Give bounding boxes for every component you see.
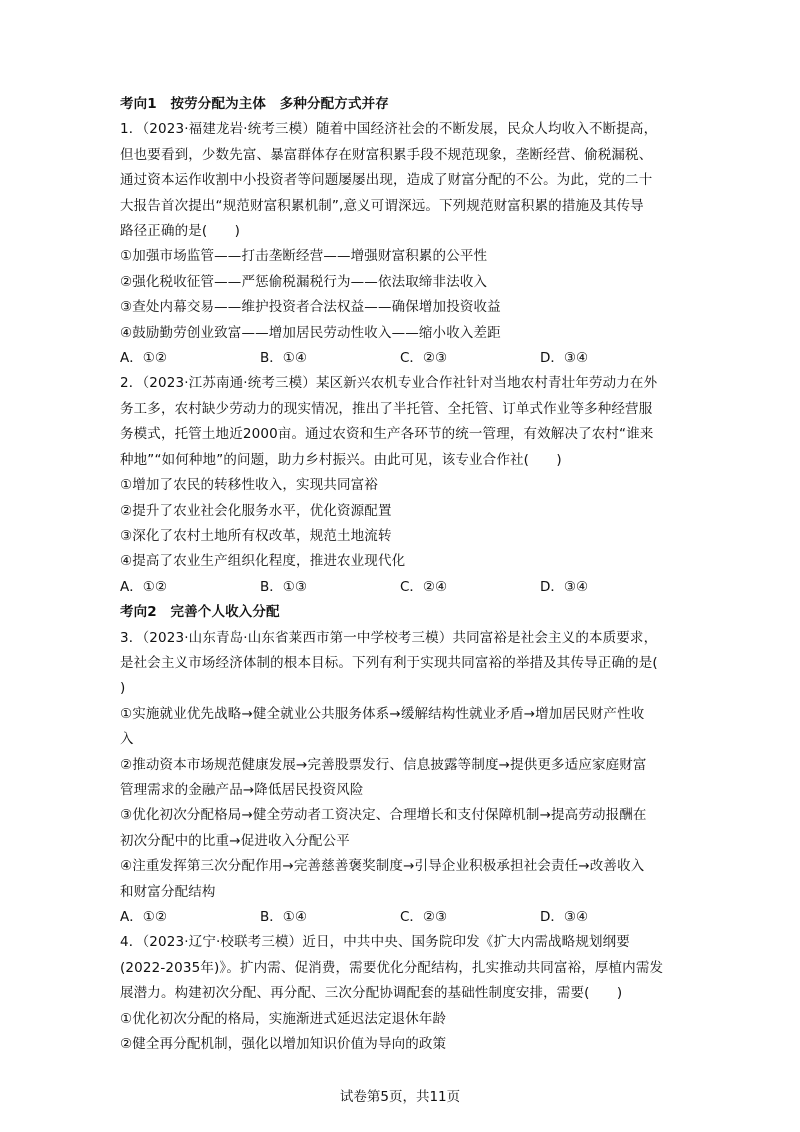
question-2-item: ②提升了农业社会化服务水平，优化资源配置 [120, 502, 392, 519]
question-4-item: ②健全再分配机制，强化以增加知识价值为导向的政策 [120, 1036, 447, 1053]
question-1-item: ②强化税收征管——严惩偷税漏税行为——依法取缔非法收入 [120, 273, 488, 290]
question-3-item: 初次分配中的比重→促进收入分配公平 [120, 832, 350, 849]
page-footer: 试卷第5页，共11页 [339, 1089, 461, 1105]
question-1-line: 大报告首次提出“规范财富积累机制”,意义可谓深远。下列规范财富积累的措施及其传导 [120, 197, 644, 214]
option-a[interactable]: A．①② [120, 909, 167, 925]
question-2-line: 2．（2023·江苏南通·统考三模）某区新兴农机专业合作社针对当地农村青壮年劳动力在外 [120, 375, 658, 392]
option-c[interactable]: C．②④ [400, 578, 448, 595]
question-2 [120, 371, 690, 600]
question-3-item: ③优化初次分配格局→健全劳动者工资决定、合理增长和支付保障机制→提高劳动报酬在 [120, 807, 647, 824]
option-b[interactable]: B．①③ [260, 578, 307, 595]
question-3-item: 和财富分配结构 [120, 883, 216, 900]
question-1-line: 路径正确的是( ) [120, 223, 241, 240]
option-d[interactable]: D．③④ [540, 909, 589, 925]
section-heading-2: 考向2 完善个人收入分配 [120, 604, 280, 621]
question-2-item: ④提高了农业生产组织化程度，推进农业现代化 [120, 553, 406, 570]
section-heading-1: 考向1 按劳分配为主体 多种分配方式并存 [120, 96, 389, 112]
option-c[interactable]: C．②③ [400, 909, 448, 925]
question-4-line: 4．（2023·辽宁·校联考三模）近日，中共中央、国务院印发《扩大内需战略规划纲要 [120, 934, 630, 951]
question-4-item: ①优化初次分配的格局，实施渐进式延迟法定退休年龄 [120, 1010, 447, 1027]
option-d[interactable]: D．③④ [540, 578, 589, 595]
question-2-line: 务模式，托管土地近2000亩。通过农资和生产各环节的统一管理，有效解决了农村“谁来 [120, 426, 654, 443]
question-1-line: 1．（2023·福建龙岩·统考三模）随着中国经济社会的不断发展，民众人均收入不断提高， [120, 121, 658, 138]
question-2-line: 务工多，农村缺少劳动力的现实情况，推出了半托管、全托管、订单式作业等多种经营服 [120, 400, 653, 417]
question-3-item: ①实施就业优先战略→健全就业公共服务体系→缓解结构性就业矛盾→增加居民财产性收 [120, 705, 645, 722]
question-1-item: ①加强市场监管——打击垄断经营——增强财富积累的公平性 [120, 248, 488, 265]
question-3-line: ) [120, 680, 126, 697]
question-3-item: ②推动资本市场规范健康发展→完善股票发行、信息披露等制度→提供更多适应家庭财富 [120, 756, 647, 773]
question-3-line: 是社会主义市场经济体制的根本目标。下列有利于实现共同富裕的举措及其传导正确的是( [120, 654, 658, 671]
option-c[interactable]: C．②③ [400, 350, 448, 367]
option-a[interactable]: A．①② [120, 578, 167, 595]
question-1-line: 但也要看到，少数先富、暴富群体存在财富积累手段不规范现象，垄断经营、偷税漏税、 [120, 146, 653, 163]
page-content [120, 92, 690, 1057]
question-3-item: 入 [120, 731, 134, 748]
question-1-item: ④鼓励勤劳创业致富——增加居民劳动性收入——缩小收入差距 [120, 324, 501, 341]
question-2-item: ①增加了农民的转移性收入，实现共同富裕 [120, 477, 378, 494]
question-2-line: 种地”“如何种地”的问题，助力乡村振兴。由此可见，该专业合作社( ) [120, 451, 562, 468]
option-b[interactable]: B．①④ [260, 350, 307, 367]
question-2-options [120, 575, 690, 600]
question-1-options [120, 346, 690, 371]
question-3-options [120, 905, 690, 930]
question-1 [120, 117, 690, 371]
option-d[interactable]: D．③④ [540, 350, 589, 367]
option-a[interactable]: A．①② [120, 350, 167, 367]
question-3-item: ④注重发挥第三次分配作用→完善慈善褒奖制度→引导企业积极承担社会责任→改善收入 [120, 858, 645, 875]
question-1-item: ③查处内幕交易——维护投资者合法权益——确保增加投资收益 [120, 299, 501, 316]
question-2-item: ③深化了农村土地所有权改革，规范土地流转 [120, 527, 392, 544]
question-4-line: 展潜力。构建初次分配、再分配、三次分配协调配套的基础性制度安排，需要( ) [120, 985, 623, 1002]
question-3 [120, 626, 690, 931]
question-4-line: (2022-2035年)》。扩内需、促消费，需要优化分配结构，扎实推动共同富裕，厚植内需发 [120, 959, 664, 976]
question-3-line: 3．（2023·山东青岛·山东省莱西市第一中学校考三模）共同富裕是社会主义的本质要求， [120, 629, 658, 646]
option-b[interactable]: B．①④ [260, 909, 307, 925]
question-3-item: 管理需求的金融产品→降低居民投资风险 [120, 781, 364, 798]
question-1-line: 通过资本运作收割中小投资者等问题屡屡出现，造成了财富分配的不公。为此，党的二十 [120, 172, 653, 189]
question-4 [120, 930, 690, 1057]
